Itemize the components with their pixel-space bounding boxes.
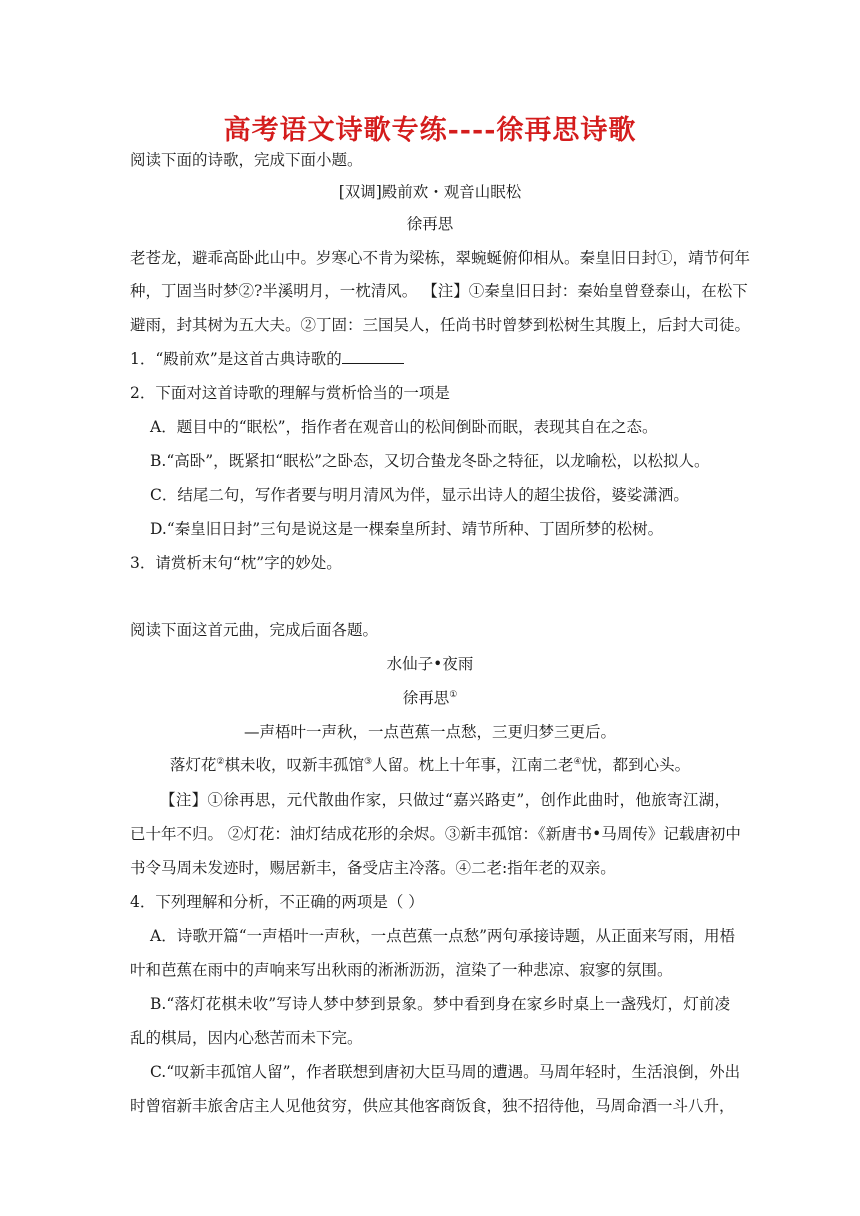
poem2-text: 人留。枕上十年事，江南二老: [372, 756, 574, 774]
question-1-text: 1．“殿前欢”是这首古典诗歌的: [130, 350, 342, 368]
section2-intro: 阅读下面这首元曲，完成后面各题。: [130, 621, 379, 639]
question-2: 2．下面对这首诗歌的理解与赏析恰当的一项是: [130, 384, 450, 402]
poem1-author: 徐再思: [406, 215, 454, 233]
poem2-text: 忧，都到心头。: [581, 756, 691, 774]
document-title: 高考语文诗歌专练----徐再思诗歌: [223, 115, 637, 146]
poem2-text: 落灯花: [169, 756, 217, 774]
poem2-text: 棋未收，叹新丰孤馆: [224, 756, 364, 774]
question-2-option-a: A．题目中的“眠松”，指作者在观音山的松间倒卧而眠，表现其自在之态。: [150, 418, 658, 436]
question-2-option-b: B.“高卧”，既紧扣“眠松”之卧态，又切合蛰龙冬卧之特征，以龙喻松，以松拟人。: [150, 452, 710, 470]
question-2-option-c: C．结尾二句，写作者要与明月清风为伴，显示出诗人的超尘拔俗，婆娑潇洒。: [150, 486, 689, 504]
section1-intro: 阅读下面的诗歌，完成下面小题。: [130, 151, 363, 169]
poem2-author-name: 徐再思: [402, 689, 450, 707]
question-3: 3．请赏析末句“枕”字的妙处。: [130, 554, 342, 572]
poem1-title: [双调]殿前欢・观音山眠松: [338, 183, 522, 201]
question-2-option-d: D.“秦皇旧日封”三句是说这是一棵秦皇所封、靖节所种、丁固所梦的松树。: [150, 520, 664, 538]
footnote-marker: ④: [573, 756, 582, 767]
footnote-marker: ③: [363, 756, 373, 767]
footnote-marker: ②: [216, 756, 225, 767]
question-4-option-b: B.“落灯花棋未收”写诗人梦中梦到景象。梦中看到身在家乡时桌上一盏残灯，灯前凌: [150, 995, 730, 1013]
footnote-marker: ①: [449, 689, 458, 700]
poem2-line: —声梧叶一声秋，一点芭蕉一点愁，三更归梦三更后。: [243, 723, 616, 741]
poem2-note: 已十年不归。 ②灯花：油灯结成花形的余烬。③新丰孤馆：《新唐书•马周传》记载唐初中: [130, 825, 741, 843]
poem2-author: [0, 688, 860, 708]
poem1-line: 种，丁固当时梦②?半溪明月，一枕清风。 【注】①秦皇旧日封：秦始皇曾登泰山，在松下: [130, 282, 748, 300]
question-4: 4．下列理解和分析，不正确的两项是（ ）: [130, 893, 424, 911]
question-4-option-b-cont: 乱的棋局，因内心愁苦而未下完。: [130, 1029, 363, 1047]
poem2-title: 水仙子•夜雨: [386, 655, 474, 673]
question-4-option-c: C.“叹新丰孤馆人留”，作者联想到唐初大臣马周的遭遇。马周年轻时，生活浪倒，外出: [150, 1063, 741, 1081]
question-4-option-a-cont: 叶和芭蕉在雨中的声响来写出秋雨的淅淅沥沥，渲染了一种悲凉、寂寥的氛围。: [130, 961, 673, 979]
poem2-line: [0, 755, 860, 775]
poem1-line: 老苍龙，避乖高卧此山中。岁寒心不肯为梁栋，翠蜿蜒俯仰相从。秦皇旧日封①，靖节何年: [130, 249, 751, 267]
poem2-note: 【注】①徐再思，元代散曲作家，只做过“嘉兴路吏”，创作此曲时，他旅寄江湖，: [160, 791, 730, 809]
answer-blank[interactable]: [342, 349, 404, 364]
poem2-note: 书令马周未发迹时，赐居新丰，备受店主冷落。④二老:指年老的双亲。: [130, 859, 616, 877]
question-1: [130, 349, 404, 369]
poem1-line: 避雨，封其树为五大夫。②丁固：三国吴人，任尚书时曾梦到松树生其腹上，后封大司徒。: [130, 316, 751, 334]
question-4-option-c-cont: 时曾宿新丰旅舍店主人见他贫穷，供应其他客商饭食，独不招待他，马周命酒一斗八升，: [130, 1097, 735, 1115]
question-4-option-a: A．诗歌开篇“一声梧叶一声秋，一点芭蕉一点愁”两句承接诗题，从正面来写雨，用梧: [150, 927, 736, 945]
